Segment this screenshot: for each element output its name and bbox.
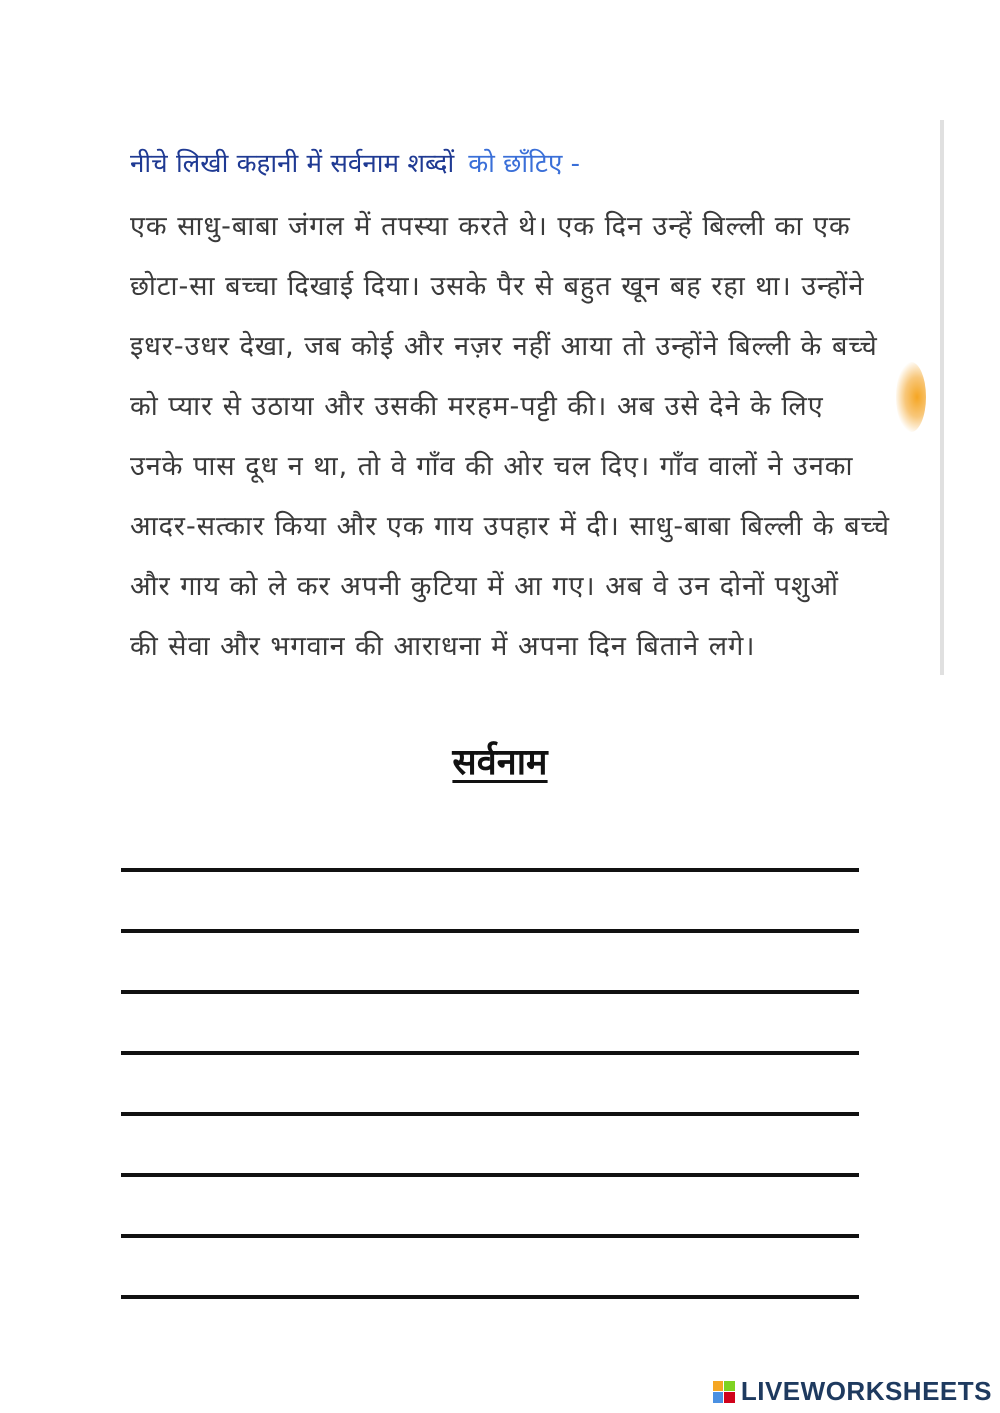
scan-edge-divider <box>940 120 944 675</box>
answer-blank-line[interactable] <box>121 868 859 872</box>
story-line: और गाय को ले कर अपनी कुटिया में आ गए। अब वे उन दोनों पशुओं <box>130 571 839 602</box>
answer-blank-line[interactable] <box>121 1295 859 1299</box>
answer-blank-line[interactable] <box>121 1234 859 1238</box>
liveworksheets-logo-icon <box>713 1381 735 1403</box>
branding <box>713 1376 992 1407</box>
answer-blank-line[interactable] <box>121 1051 859 1055</box>
answer-blank-line[interactable] <box>121 929 859 933</box>
story-line: उनके पास दूध न था, तो वे गाँव की ओर चल दिए। गाँव वालों ने उनका <box>130 451 854 482</box>
instruction-text <box>130 144 580 180</box>
story-line: की सेवा और भगवान की आराधना में अपना दिन बिताने लगे। <box>130 631 756 662</box>
answer-blank-line[interactable] <box>121 1112 859 1116</box>
story-line: एक साधु-बाबा जंगल में तपस्या करते थे। एक दिन उन्हें बिल्ली का एक <box>130 211 851 242</box>
story-line: को प्यार से उठाया और उसकी मरहम-पट्टी की। अब उसे देने के लिए <box>130 391 824 422</box>
instruction-suffix: को छाँटिए - <box>468 149 581 179</box>
scan-artifact-mark <box>896 362 926 432</box>
answer-blank-line[interactable] <box>121 990 859 994</box>
brand-name: LIVEWORKSHEETS <box>740 1376 992 1406</box>
scanned-passage-image <box>120 120 946 675</box>
instruction-main: नीचे लिखी कहानी में सर्वनाम शब्दों <box>130 149 455 179</box>
story-line: इधर-उधर देखा, जब कोई और नज़र नहीं आया तो उन्होंने बिल्ली के बच्चे <box>130 331 878 362</box>
story-line: छोटा-सा बच्चा दिखाई दिया। उसके पैर से बहुत खून बह रहा था। उन्होंने <box>130 271 865 302</box>
story-line: आदर-सत्कार किया और एक गाय उपहार में दी। साधु-बाबा बिल्ली के बच्चे <box>130 511 890 542</box>
page-title: सर्वनाम <box>452 742 548 783</box>
answer-blank-line[interactable] <box>121 1173 859 1177</box>
